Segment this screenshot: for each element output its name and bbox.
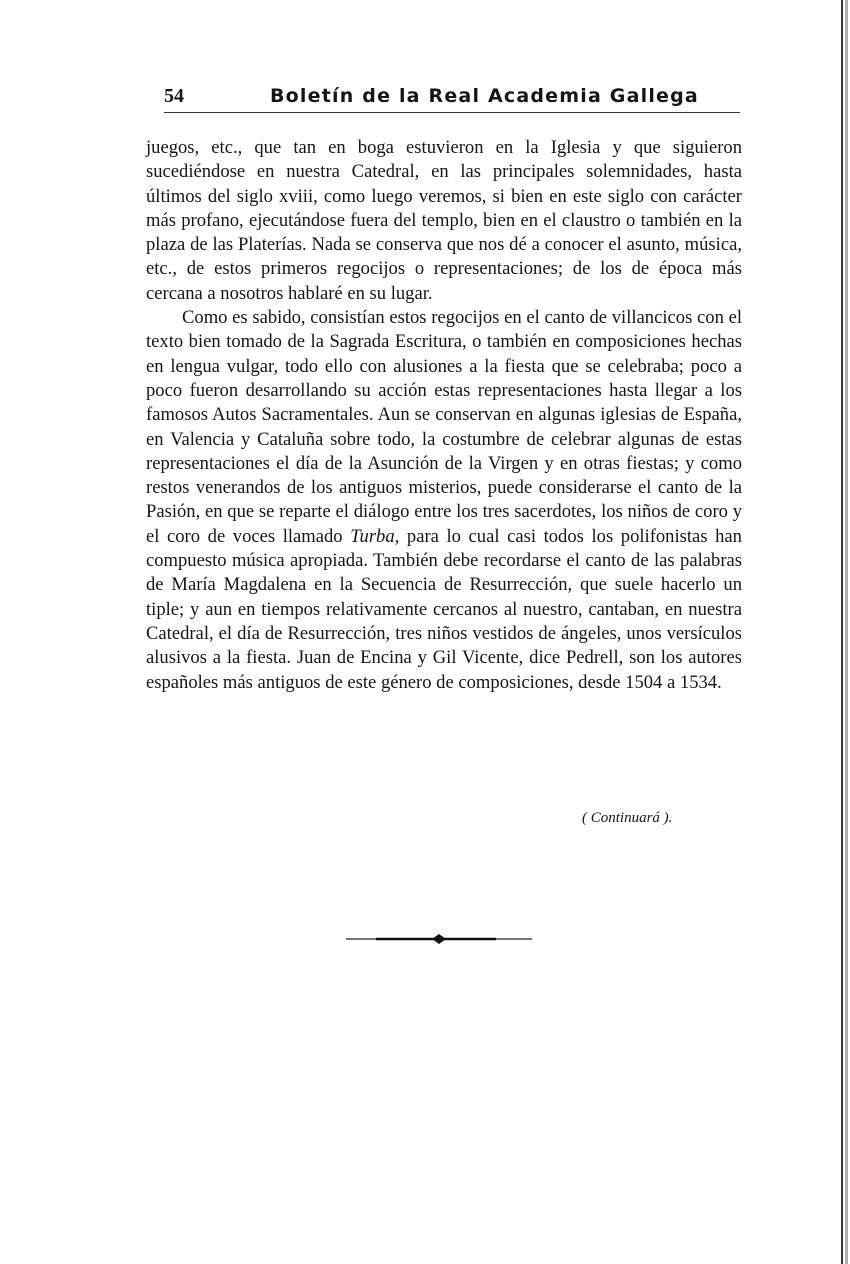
- continuation-note: ( Continuará ).: [582, 810, 673, 826]
- page-header: [160, 85, 750, 115]
- page-number: 54: [164, 85, 184, 107]
- paragraph-1: [146, 136, 742, 306]
- paragraph-2-text-end: para lo cual casi todos los polifonistas han compuesto música apropiada. También debe recordarse el canto de las palabras de María Magdalena en la Secuencia de Resurrección, que suele hacerlo un tiple; y aun en tiempos relativamente cercanos al nuestro, cantaban, en nuestra Catedral, el día de Resurrección, tres niños vestidos de ángeles, unos versículos alusivos a la fiesta. Juan de Encina y Gil Vicente, dice Pedrell, son los autores españoles más antiguos de este género de composiciones, desde 1504 a 1534.: [146, 525, 742, 693]
- italic-term-turba: Turba,: [350, 525, 400, 547]
- paragraph-2-text-start: Como es sabido, consistían estos regocijos en el canto de villancicos con el texto bien tomado de la Sagrada Escritura, o también en composiciones hechas en lengua vulgar, todo ello con alusiones a la fiesta que se celebraba; poco a poco fueron desarrollando su acción estas representaciones hasta llegar a los famosos Autos Sacramentales. Aun se conservan en algunas iglesias de España, en Valencia y Cataluña sobre todo, la costumbre de celebrar algunas de estas representaciones el día de la Asunción de la Virgen y en otras fiestas; y como restos venerandos de los antiguos misterios, puede considerarse el canto de la Pasión, en que se reparte el diálogo entre los tres sacerdotes, los niños de coro y el coro de voces llamado: [146, 307, 742, 547]
- running-title: Boletín de la Real Academia Gallega: [270, 85, 699, 107]
- header-rule: [164, 112, 740, 113]
- paragraph-1-text: juegos, etc., que tan en boga estuvieron en la Iglesia y que siguieron sucediéndose en nuestra Catedral, en las principales solemnidades, hasta últimos del siglo xviii, como luego veremos, si bien en este siglo con carácter más profano, ejecutándose fuera del templo, bien en el claustro o también en la plaza de las Platerías. Nada se conserva que nos dé a conocer el asunto, música, etc., de estos primeros regocijos o representaciones; de los de época más cercana a nosotros hablaré en su lugar.: [146, 137, 742, 304]
- line-diamond-ornament-icon: [346, 930, 532, 948]
- article-body: [146, 136, 742, 695]
- paragraph-2: [146, 306, 742, 695]
- page-edge-shadow: [838, 0, 850, 1264]
